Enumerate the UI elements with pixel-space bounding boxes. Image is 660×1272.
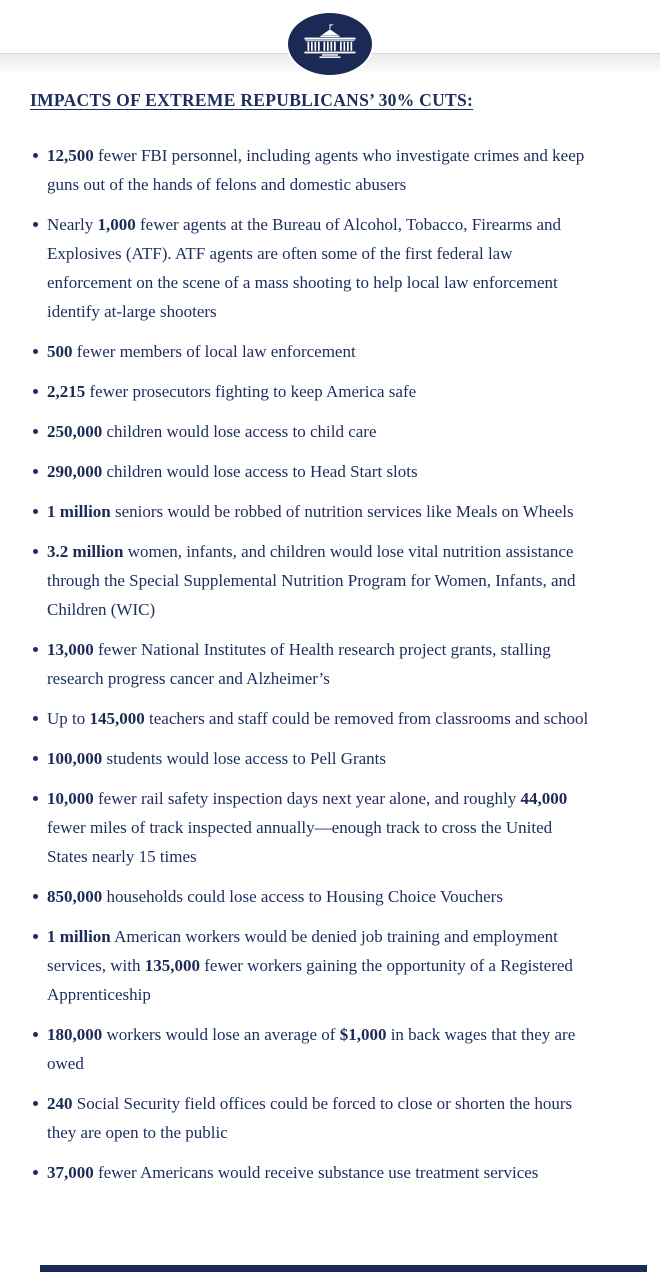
bullet-dot xyxy=(33,1170,38,1175)
list-item xyxy=(30,210,595,326)
item-text: teachers and staff could be removed from classrooms and school xyxy=(144,709,589,728)
bullet-dot xyxy=(33,349,38,354)
item-text: seniors would be robbed of nutrition services like Meals on Wheels xyxy=(110,502,574,521)
bullet-dot xyxy=(33,469,38,474)
item-text: Social Security field offices could be forced to close or shorten the hours they are open to the public xyxy=(47,1094,573,1142)
item-text: fewer miles of track inspected annually—enough track to cross the United States nearly 15 times xyxy=(47,818,553,866)
item-text: women, infants, and children would lose vital nutrition assistance through the Special Supplemental Nutrition Program for Women, Infants, and Children (WIC) xyxy=(47,542,576,619)
bullet-dot xyxy=(33,549,38,554)
bullet-dot xyxy=(33,389,38,394)
stat-value: 1,000 xyxy=(97,215,136,234)
stat-value: 180,000 xyxy=(47,1025,103,1044)
item-text: American workers would be denied job training and employment services, with xyxy=(47,927,558,975)
list-item xyxy=(30,497,595,526)
site-header xyxy=(0,0,660,54)
stat-value: 290,000 xyxy=(47,462,103,481)
list-item xyxy=(30,704,595,733)
white-house-icon xyxy=(298,23,362,65)
item-text: fewer Americans would receive substance use treatment services xyxy=(93,1163,539,1182)
list-item xyxy=(30,377,595,406)
list-item xyxy=(30,337,595,366)
stat-value: 37,000 xyxy=(47,1163,94,1182)
stat-value: 12,500 xyxy=(47,146,94,165)
bullet-dot xyxy=(33,509,38,514)
item-text: fewer members of local law enforcement xyxy=(72,342,356,361)
impact-list xyxy=(30,141,630,1187)
stat-value: 1 million xyxy=(47,502,111,521)
bullet-dot xyxy=(33,647,38,652)
stat-value: 145,000 xyxy=(89,709,145,728)
item-text: Up to xyxy=(47,709,90,728)
bullet-dot xyxy=(33,1032,38,1037)
page-heading: IMPACTS OF EXTREME REPUBLICANS’ 30% CUTS: xyxy=(30,90,474,110)
stat-value: 1 million xyxy=(47,927,111,946)
item-text: in back wages that they are owed xyxy=(47,1025,576,1073)
bullet-dot xyxy=(33,222,38,227)
item-text: Nearly xyxy=(47,215,98,234)
list-item xyxy=(30,537,595,624)
item-text: fewer agents at the Bureau of Alcohol, Tobacco, Firearms and Explosives (ATF). ATF agents are often some of the first federal law enforcement on the scene of a mass shooting to help local law enforcement identify at-large shooters xyxy=(47,215,562,321)
list-item xyxy=(30,744,595,773)
item-text: workers would lose an average of xyxy=(102,1025,340,1044)
item-text: fewer rail safety inspection days next year alone, and roughly xyxy=(93,789,521,808)
footer-bar xyxy=(40,1265,647,1272)
bullet-dot xyxy=(33,716,38,721)
item-text: households could lose access to Housing Choice Vouchers xyxy=(102,887,503,906)
bullet-dot xyxy=(33,429,38,434)
stat-value: 13,000 xyxy=(47,640,94,659)
stat-value: 3.2 million xyxy=(47,542,124,561)
stat-value: 500 xyxy=(47,342,73,361)
list-item xyxy=(30,882,595,911)
bullet-dot xyxy=(33,796,38,801)
item-text: children would lose access to Head Start slots xyxy=(102,462,418,481)
stat-value: 135,000 xyxy=(144,956,200,975)
stat-value: 2,215 xyxy=(47,382,86,401)
article-content xyxy=(0,89,660,1187)
list-item xyxy=(30,457,595,486)
stat-value: 240 xyxy=(47,1094,73,1113)
list-item xyxy=(30,1020,595,1078)
item-text: fewer workers gaining the opportunity of a Registered Apprenticeship xyxy=(47,956,573,1004)
list-item xyxy=(30,1158,595,1187)
item-text: fewer prosecutors fighting to keep America safe xyxy=(85,382,417,401)
item-text: fewer National Institutes of Health research project grants, stalling research progress cancer and Alzheimer’s xyxy=(47,640,551,688)
item-text: children would lose access to child care xyxy=(102,422,377,441)
stat-value: $1,000 xyxy=(339,1025,387,1044)
item-text: students would lose access to Pell Grants xyxy=(102,749,387,768)
stat-value: 250,000 xyxy=(47,422,103,441)
stat-value: 44,000 xyxy=(520,789,568,808)
bullet-dot xyxy=(33,894,38,899)
item-text: fewer FBI personnel, including agents who investigate crimes and keep guns out of the hands of felons and domestic abusers xyxy=(47,146,585,194)
stat-value: 100,000 xyxy=(47,749,103,768)
stat-value: 850,000 xyxy=(47,887,103,906)
bullet-dot xyxy=(33,756,38,761)
list-item xyxy=(30,922,595,1009)
list-item xyxy=(30,141,595,199)
list-item xyxy=(30,1089,595,1147)
list-item xyxy=(30,635,595,693)
list-item xyxy=(30,784,595,871)
list-item xyxy=(30,417,595,446)
stat-value: 10,000 xyxy=(47,789,94,808)
bullet-dot xyxy=(33,153,38,158)
bullet-dot xyxy=(33,934,38,939)
bullet-dot xyxy=(33,1101,38,1106)
white-house-logo[interactable] xyxy=(286,11,374,77)
